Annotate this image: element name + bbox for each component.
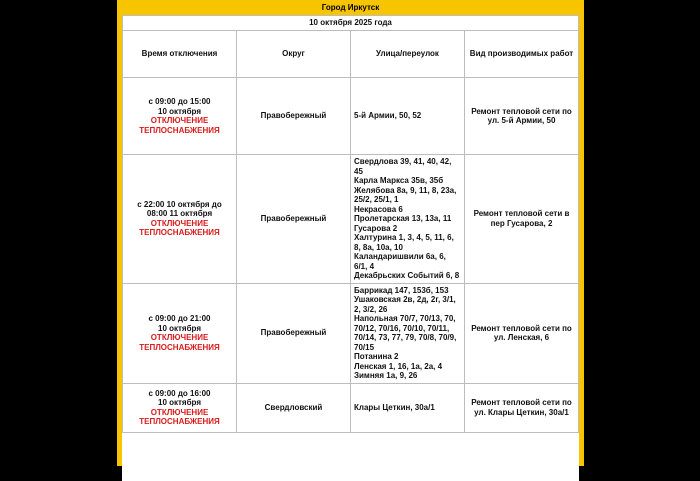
street-item: Свердлова 39, 41, 40, 42, 45 xyxy=(354,157,452,176)
street-item: Некрасова 6 xyxy=(354,204,403,214)
work-cell: Ремонт тепловой сети по ул. Ленская, 6 xyxy=(465,283,579,383)
street-item: Зимняя 1а, 9, 26 xyxy=(354,371,418,380)
status-text: ОТКЛЮЧЕНИЕ ТЕПЛОСНАБЖЕНИЯ xyxy=(139,407,220,426)
table-row xyxy=(123,383,579,432)
time-line: 10 октября xyxy=(158,398,201,407)
district-cell: Правобережный xyxy=(237,155,351,284)
street-item: Желябова 8а, 9, 11, 8, 23а, 25/2, 25/1, 1 xyxy=(354,185,457,204)
time-cell xyxy=(123,155,237,284)
work-cell: Ремонт тепловой сети по ул. 5-й Армии, 50 xyxy=(465,78,579,155)
district-cell: Правобережный xyxy=(237,283,351,383)
time-line: с 09:00 до 15:00 xyxy=(148,97,211,106)
city-title: Город Иркутск xyxy=(117,0,584,15)
document-frame xyxy=(117,0,584,466)
time-line: с 22:00 10 октября до xyxy=(137,199,222,209)
time-line: 10 октября xyxy=(158,323,201,333)
column-header-street: Улица/переулок xyxy=(351,31,465,78)
district-cell: Свердловский xyxy=(237,383,351,432)
street-item: Каландаришвили 6а, 6, 6/1, 4 xyxy=(354,252,446,271)
street-cell xyxy=(351,283,465,383)
column-header-district: Округ xyxy=(237,31,351,78)
work-cell: Ремонт тепловой сети в пер Гусарова, 2 xyxy=(465,155,579,284)
street-item: 5-й Армии, 50, 52 xyxy=(354,111,422,121)
column-header-time: Время отключения xyxy=(123,31,237,78)
status-text: ОТКЛЮЧЕНИЕ ТЕПЛОСНАБЖЕНИЯ xyxy=(139,116,220,135)
street-item: Напольная 70/7, 70/13, 70, 70/12, 70/16, 70/10, 70/11, 70/14, 73, 77, 79, 70/8, 70/9, 70/15 xyxy=(354,314,457,352)
street-item: Карла Маркса 35в, 35б xyxy=(354,176,444,185)
table-row xyxy=(123,78,579,155)
street-item: Ушаковская 2в, 2д, 2г, 3/1, 2, 3/2, 26 xyxy=(354,295,456,314)
time-cell xyxy=(123,283,237,383)
table-row xyxy=(123,155,579,284)
column-header-work: Вид производимых работ xyxy=(465,31,579,78)
street-cell xyxy=(351,155,465,284)
time-line: 08:00 11 октября xyxy=(146,209,213,219)
street-item: Клары Цеткин, 30а/1 xyxy=(354,402,435,412)
time-cell xyxy=(123,383,237,432)
street-item: Потанина 2 xyxy=(354,352,399,361)
time-line: с 09:00 до 21:00 xyxy=(148,314,211,323)
district-cell: Правобережный xyxy=(237,78,351,155)
time-line: с 09:00 до 16:00 xyxy=(148,388,211,398)
table-row xyxy=(123,283,579,383)
street-item: Декабрьских Событий 6, 8 xyxy=(354,271,460,280)
work-cell: Ремонт тепловой сети по ул. Клары Цеткин, 30а/1 xyxy=(465,383,579,432)
status-text: ОТКЛЮЧЕНИЕ ТЕПЛОСНАБЖЕНИЯ xyxy=(139,333,220,352)
outage-table xyxy=(122,15,579,433)
street-item: Халтурина 1, 3, 4, 5, 11, 6, 8, 8а, 10а, 10 xyxy=(354,233,454,252)
street-item: Баррикад 147, 153б, 153 xyxy=(354,285,449,295)
street-cell xyxy=(351,78,465,155)
street-item: Пролетарская 13, 13а, 11 xyxy=(354,214,452,223)
schedule-sheet xyxy=(122,15,579,481)
street-item: Ленская 1, 16, 1а, 2а, 4 xyxy=(354,361,443,371)
status-text: ОТКЛЮЧЕНИЕ ТЕПЛОСНАБЖЕНИЯ xyxy=(139,218,220,238)
time-line: 10 октября xyxy=(158,106,201,116)
time-cell xyxy=(123,78,237,155)
street-item: Гусарова 2 xyxy=(354,223,398,233)
date-header: 10 октября 2025 года xyxy=(123,16,579,31)
street-cell xyxy=(351,383,465,432)
